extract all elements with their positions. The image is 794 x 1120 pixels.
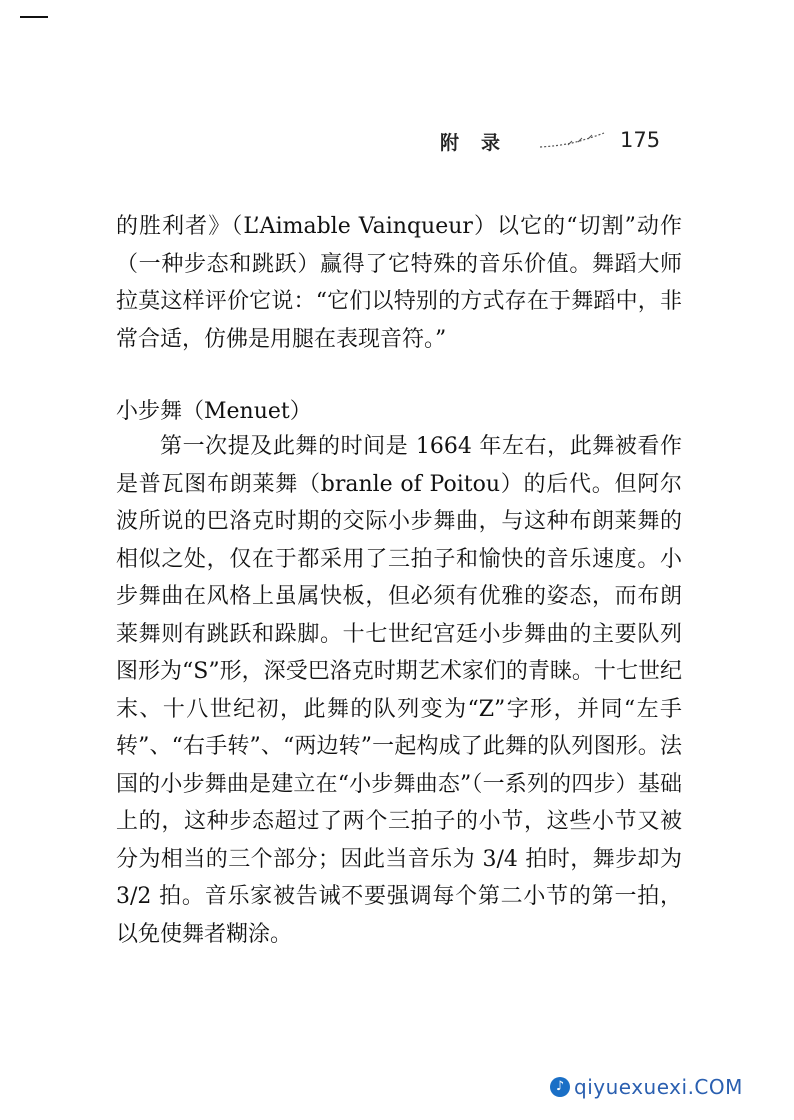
paragraph-intro: 的胜利者》（L’Aimable Vainqueur）以它的“切割”动作（一种步态和跳跃）赢得了它特殊的音乐价值。舞蹈大师拉莫这样评价它说：“它们以特别的方式存在于舞蹈中，非常合适，仿佛是用腿在表现音符。” [116,214,682,352]
corner-rule [20,16,48,18]
header-ornament-icon [538,131,608,149]
section-heading: 小步舞（Menuet） [116,399,312,424]
watermark-logo-icon: ♪ [550,1077,570,1097]
paragraph-menuet: 第一次提及此舞的时间是 1664 年左右，此舞被看作是普瓦图布朗莱舞（branle of Poitou）的后代。但阿尔波所说的巴洛克时期的交际小步舞曲，与这种布朗莱舞的相似之处，仅在于都采用了三拍子和愉快的音乐速度。小步舞曲在风格上虽属快板，但必须有优雅的姿态，而布朗莱舞则有跳跃和跺脚。十七世纪宫廷小步舞曲的主要队列图形为“S”形，深受巴洛克时期艺术家们的青睐。十七世纪末、十八世纪初，此舞的队列变为“Z”字形，并同“左手转”、“右手转”、“两边转”一起构成了此舞的队列图形。法国的小步舞曲是建立在“小步舞曲态”（一系列的四步）基础上的，这种步态超过了两个三拍子的小节，这些小节又被分为相当的三个部分；因此当音乐为 3/4 拍时，舞步却为 3/2 拍。音乐家被告诫不要强调每个第二小节的第一拍，以免使舞者糊涂。 [116,434,682,947]
page-number: 175 [620,128,661,152]
site-watermark [550,1073,782,1103]
watermark-text: qiyuexuexi.COM [574,1075,743,1099]
header-section-title: 附录 [440,132,523,154]
running-header [440,128,680,158]
